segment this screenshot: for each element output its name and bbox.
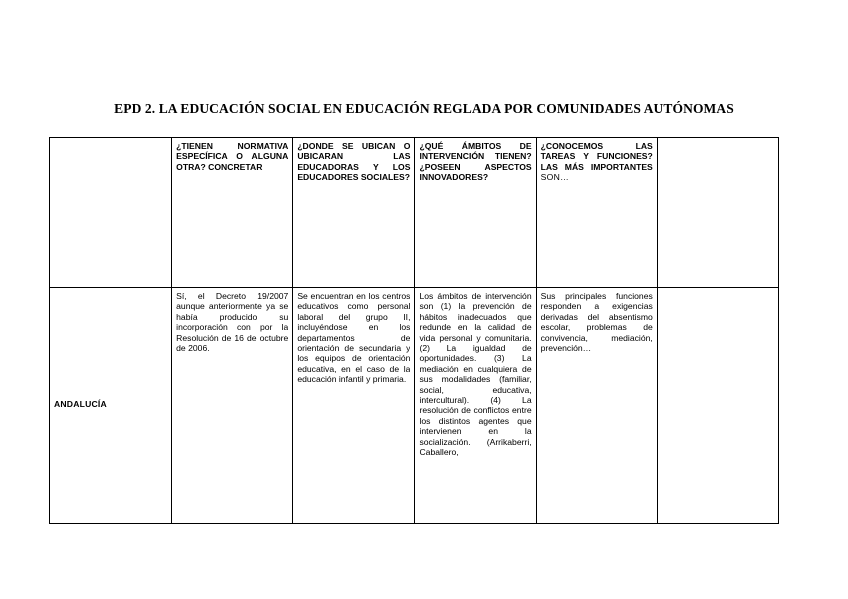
funciones-cell bbox=[536, 288, 657, 524]
ambitos-text: Los ámbitos de intervención son (1) la prevención de hábitos inadecuados que redunde en la calidad de vida personal y comunitaria. (2) La igualdad de oportunidades. (3) La mediación en cualquiera de sus modalidades (familiar, social, educativa, intercultural). (4) La resolución de conflictos entre los distintos agentes que intervienen en la socialización. (Arrikaberri, Caballero, bbox=[419, 291, 532, 458]
extra-cell bbox=[657, 288, 778, 524]
header-cell-funciones-suffix: SON… bbox=[540, 172, 570, 183]
funciones-text: Sus principales funciones responden a exigencias derivadas del absentismo escolar, problemas de convivencia, mediación, prevención… bbox=[540, 291, 653, 354]
table-header-row bbox=[50, 138, 779, 288]
header-cell-normativa: ¿TIENEN NORMATIVA ESPECÍFICA O ALGUNA OTRA? CONCRETAR bbox=[172, 138, 293, 288]
ambitos-cell bbox=[415, 288, 536, 524]
header-cell-ubicacion: ¿DONDE SE UBICAN O UBICARAN LAS EDUCADORAS Y LOS EDUCADORES SOCIALES? bbox=[293, 138, 415, 288]
header-cell-empty bbox=[50, 138, 172, 288]
region-cell: ANDALUCÍA bbox=[50, 288, 172, 524]
table-row bbox=[50, 288, 779, 524]
normativa-cell bbox=[172, 288, 293, 524]
header-cell-funciones: ¿CONOCEMOS LAS TAREAS Y FUNCIONES? LAS MÁS IMPORTANTES SON… bbox=[536, 138, 657, 288]
header-cell-ambitos: ¿QUÉ ÁMBITOS DE INTERVENCIÓN TIENEN? ¿POSEEN ASPECTOS INNOVADORES? bbox=[415, 138, 536, 288]
document-title: EPD 2. LA EDUCACIÓN SOCIAL EN EDUCACIÓN REGLADA POR COMUNIDADES AUTÓNOMAS bbox=[114, 101, 734, 116]
ubicacion-cell bbox=[293, 288, 415, 524]
header-cell-extra bbox=[657, 138, 778, 288]
comparison-table bbox=[49, 137, 779, 524]
ubicacion-text: Se encuentran en los centros educativos como personal laboral del grupo II, incluyéndose en los departamentos de orientación de secundaria y los equipos de orientación educativa, en el caso de la educación infantil y primaria. bbox=[297, 291, 411, 385]
normativa-text: Sí, el Decreto 19/2007 aunque anteriormente ya se había producido su incorporación con por la Resolución de 16 de octubre de 2006. bbox=[176, 291, 289, 354]
